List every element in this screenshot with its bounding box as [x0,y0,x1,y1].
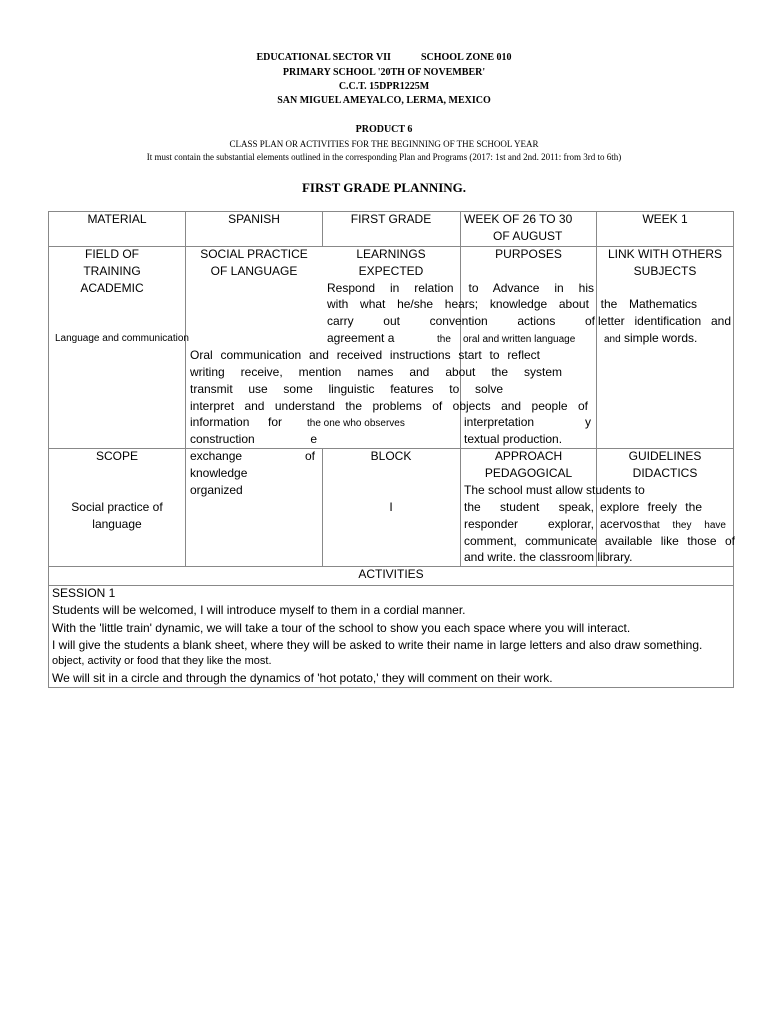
product-label: PRODUCT 6 [355,124,413,135]
field-of-training-value: Language and communication [55,333,189,344]
body-line: agreement a [327,331,395,345]
body-line: acervos [600,517,643,531]
school-name: PRIMARY SCHOOL '20TH OF NOVEMBER' [282,67,486,78]
social-practice-label-1: SOCIAL PRACTICE [200,247,308,261]
cell-first-grade: FIRST GRADE [350,212,432,226]
body-line: carry out convention actions of [327,314,595,328]
block-value: I [389,500,393,514]
scope-label: SCOPE [95,449,138,463]
guidelines-label-2: DIDACTICS [632,466,698,480]
cct-code: C.C.T. 15DPR1225M [338,81,430,92]
link-subjects-label-1: LINK WITH OTHERS [607,247,722,261]
body-line: information for [190,415,282,429]
approach-label-1: APPROACH [494,449,563,463]
body-line: Respond in relation to Advance in his [327,281,594,295]
cell-material: MATERIAL [87,212,147,226]
class-plan-label: CLASS PLAN OR ACTIVITIES FOR THE BEGINNING OF THE SCHOOL YEAR [229,139,539,149]
body-line: The school must allow students to [464,483,645,497]
learnings-expected-label-1: LEARNINGS [356,247,426,261]
activity-line: With the 'little train' dynamic, we will take a tour of the school to show you each space where you will interact. [52,621,631,635]
guidelines-label-1: GUIDELINES [628,449,702,463]
field-of-training-label-1: FIELD OF [84,247,139,261]
scope-value-2: language [92,517,142,531]
cell-week-of-line2: OF AUGUST [493,229,563,243]
body-line: and [604,334,621,345]
body-line: interpretation y [464,415,591,429]
body-line: knowledge [190,466,248,480]
sector-label: EDUCATIONAL SECTOR VII [256,52,391,63]
purposes-label: PURPOSES [495,247,562,261]
table-border-bottom [48,687,734,688]
body-line: explore freely the [600,500,702,514]
cell-week-of-line1: WEEK OF 26 TO 30 [464,212,573,226]
body-line: responder explorar, [464,517,594,531]
body-line: that they have [643,520,726,531]
body-line: textual production. [464,432,563,446]
body-line: oral and written language [463,334,576,345]
learnings-expected-label-2: EXPECTED [358,264,424,278]
body-line: construction e [190,432,317,446]
cell-spanish: SPANISH [228,212,280,226]
activity-line: We will sit in a circle and through the dynamics of 'hot potato,' they will comment on their work. [52,671,553,685]
block-label: BLOCK [370,449,412,463]
link-subjects-label-2: SUBJECTS [633,264,697,278]
body-line: transmit use some linguistic features to solve [190,382,503,396]
header-line-sector [0,52,768,64]
table-rule [48,585,734,586]
zone-label: SCHOOL ZONE 010 [420,52,512,63]
body-line: the one who observes [307,418,405,429]
activity-line: Students will be welcomed, I will introduce myself to them in a cordial manner. [52,603,466,617]
field-of-training-label-2: TRAINING [83,264,141,278]
body-line: writing receive, mention names and about the system [190,365,562,379]
activity-line: SESSION 1 [52,586,116,600]
body-line: comment, communicate available like those of [464,534,735,548]
body-line: letter identification and [598,314,731,328]
page-title: FIRST GRADE PLANNING. [301,180,467,195]
body-line: organized [190,483,243,497]
body-line: simple words. [624,331,698,345]
field-of-training-label-3: ACADEMIC [80,281,144,295]
body-line: and write. the classroom library. [464,550,633,564]
cell-week1: WEEK 1 [642,212,688,226]
approach-label-2: PEDAGOGICAL [484,466,573,480]
body-line: interpret and understand the problems of objects and people of [190,399,588,413]
body-line: exchange of [190,449,315,463]
body-line: with what he/she hears; knowledge about the Mathematics [327,297,697,311]
body-line: Oral communication and received instructions start to reflect [190,348,540,362]
scope-value-1: Social practice of [71,500,163,514]
body-line: the [437,334,451,345]
activity-line: object, activity or food that they like the most. [52,655,272,667]
activities-label: ACTIVITIES [358,567,424,581]
must-contain-note: It must contain the substantial elements outlined in the corresponding Plan and Programs (2017: 1st and 2nd. 2011: from 3rd to 6th) [146,152,622,162]
activity-line: I will give the students a blank sheet, where they will be asked to write their name in large letters and also draw something. [52,638,703,652]
social-practice-label-2: OF LANGUAGE [210,264,298,278]
location: SAN MIGUEL AMEYALCO, LERMA, MEXICO [277,95,491,106]
body-line: the student speak, [464,500,594,514]
